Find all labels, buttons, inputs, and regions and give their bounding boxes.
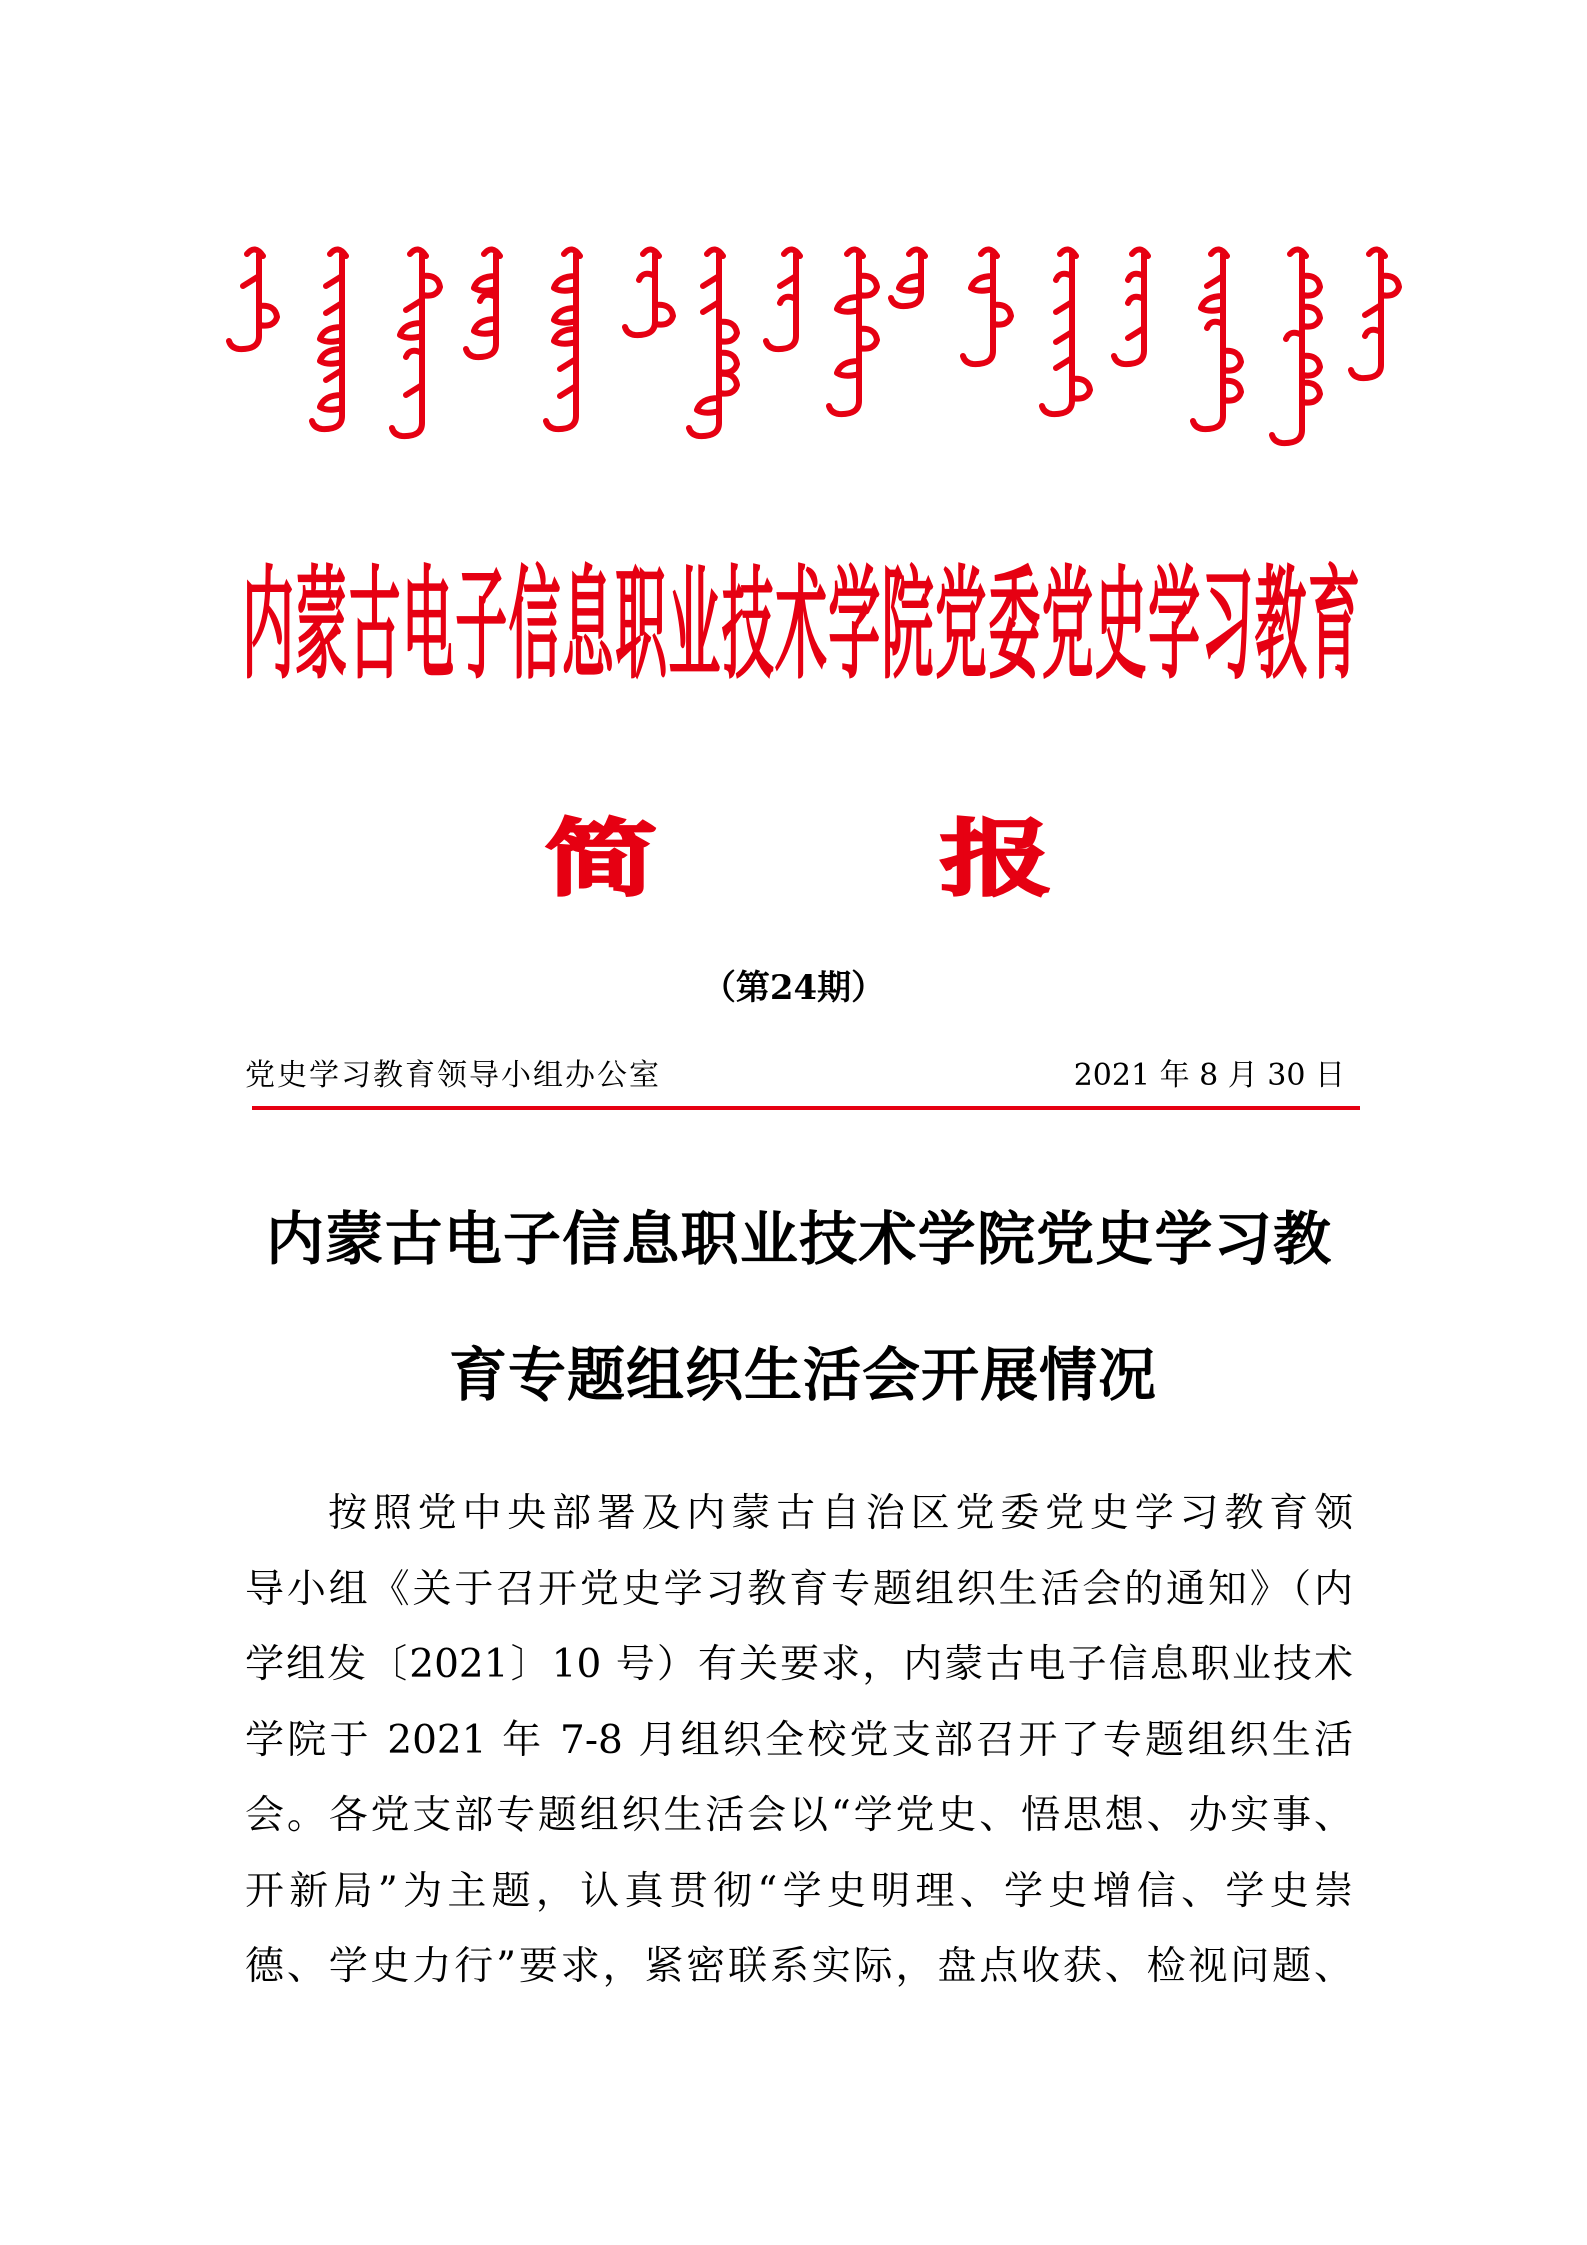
mongolian-title-script: [240, 236, 1420, 462]
body-line: 学院于 2021 年 7-8 月组织全校党支部召开了专题组织生活: [245, 1717, 1353, 1763]
article-body: [245, 1476, 1353, 2005]
mongolian-script-column: [312, 249, 346, 429]
mongolian-script-column: [1042, 249, 1090, 414]
body-line: 按照党中央部署及内蒙古自治区党委党史学习教育领: [328, 1491, 1353, 1536]
article-title-line-1: 内蒙古电子信息职业技术学院党史学习教: [266, 1205, 1331, 1273]
red-divider-line: [252, 1106, 1360, 1110]
mongolian-script-column: [963, 249, 1011, 364]
bulletin-label-char-1: 简: [545, 811, 657, 908]
mongolian-script-column: [1351, 249, 1399, 378]
mongolian-script-column: [1114, 249, 1148, 364]
issuing-office: 党史学习教育领导小组办公室: [245, 1058, 661, 1093]
issue-number: （第24期）: [701, 968, 886, 1008]
bulletin-label-char-2: 报: [940, 811, 1052, 908]
mongolian-script-column: [466, 249, 500, 357]
mongolian-script-column: [392, 249, 440, 436]
mongolian-script-column: [689, 249, 737, 436]
mongolian-script-column: [229, 249, 277, 349]
bulletin-masthead-title: 内蒙古电子信息职业技术学院党委党史学习教育: [242, 554, 1360, 698]
body-line: 学组发〔2021〕10 号）有关要求，内蒙古电子信息职业技术: [245, 1642, 1353, 1687]
mongolian-script-column: [829, 249, 877, 414]
body-line: 导小组《关于召开党史学习教育专题组织生活会的通知》（内: [245, 1566, 1353, 1612]
mongolian-script-column: [546, 249, 580, 429]
mongolian-script-column: [1272, 249, 1320, 443]
mongolian-script-column: [766, 249, 800, 349]
mongolian-script-column: [1193, 249, 1241, 429]
body-line: 会。各党支部专题组织生活会以“学党史、悟思想、办实事、: [245, 1793, 1353, 1838]
mongolian-script-column: [625, 249, 673, 335]
article-title-line-2: 育专题组织生活会开展情况: [449, 1341, 1156, 1409]
body-line: 德、学史力行”要求，紧密联系实际，盘点收获、检视问题、: [245, 1944, 1353, 1989]
issue-date: 2021 年 8 月 30 日: [1073, 1058, 1345, 1093]
mongolian-script-column: [891, 249, 925, 306]
body-line: 开新局”为主题，认真贯彻“学史明理、学史增信、学史崇: [245, 1868, 1353, 1914]
